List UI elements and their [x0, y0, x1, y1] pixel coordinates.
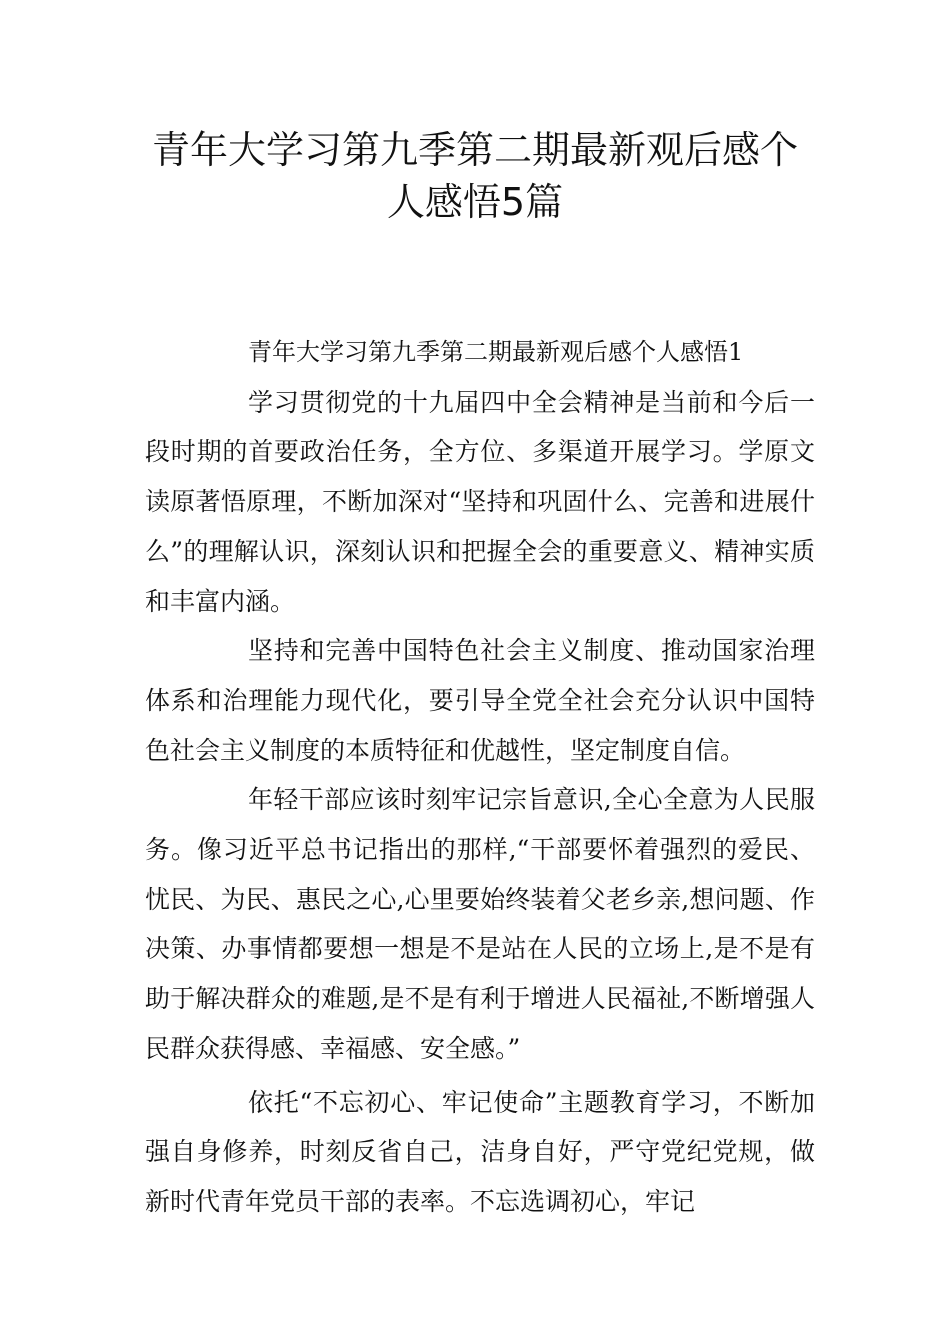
paragraph-1: 学习贯彻党的十九届四中全会精神是当前和今后一段时期的首要政治任务，全方位、多渠道开展学习。学原文读原著悟原理，不断加深对“坚持和巩固什么、完善和进展什么”的理解认识，深刻认识和把握全会的重要意义、精神实质和丰富内涵。	[145, 387, 815, 616]
document-body	[145, 328, 815, 1227]
title-line-2: 人感悟5篇	[386, 180, 564, 224]
title-line-1: 青年大学习第九季第二期最新观后感个	[151, 128, 798, 172]
paragraph-3: 年轻干部应该时刻牢记宗旨意识,全心全意为人民服务。像习近平总书记指出的那样,“干部要怀着强烈的爱民、忧民、为民、惠民之心,心里要始终装着父老乡亲,想问题、作决策、办事情都要想一想是不是站在人民的立场上,是不是有助于解决群众的难题,是不是有利于增进人民福祉,不断增强人民群众获得感、幸福感、安全感。”	[145, 785, 815, 1063]
section-heading: 青年大学习第九季第二期最新观后感个人感悟1	[248, 338, 744, 366]
paragraph-4: 依托“不忘初心、牢记使命”主题教育学习，不断加强自身修养，时刻反省自己，洁身自好，严守党纪党规，做新时代青年党员干部的表率。不忘选调初心，牢记	[145, 1087, 815, 1216]
paragraph-2: 坚持和完善中国特色社会主义制度、推动国家治理体系和治理能力现代化，要引导全党全社会充分认识中国特色社会主义制度的本质特征和优越性，坚定制度自信。	[145, 636, 815, 765]
document-title	[100, 124, 850, 228]
